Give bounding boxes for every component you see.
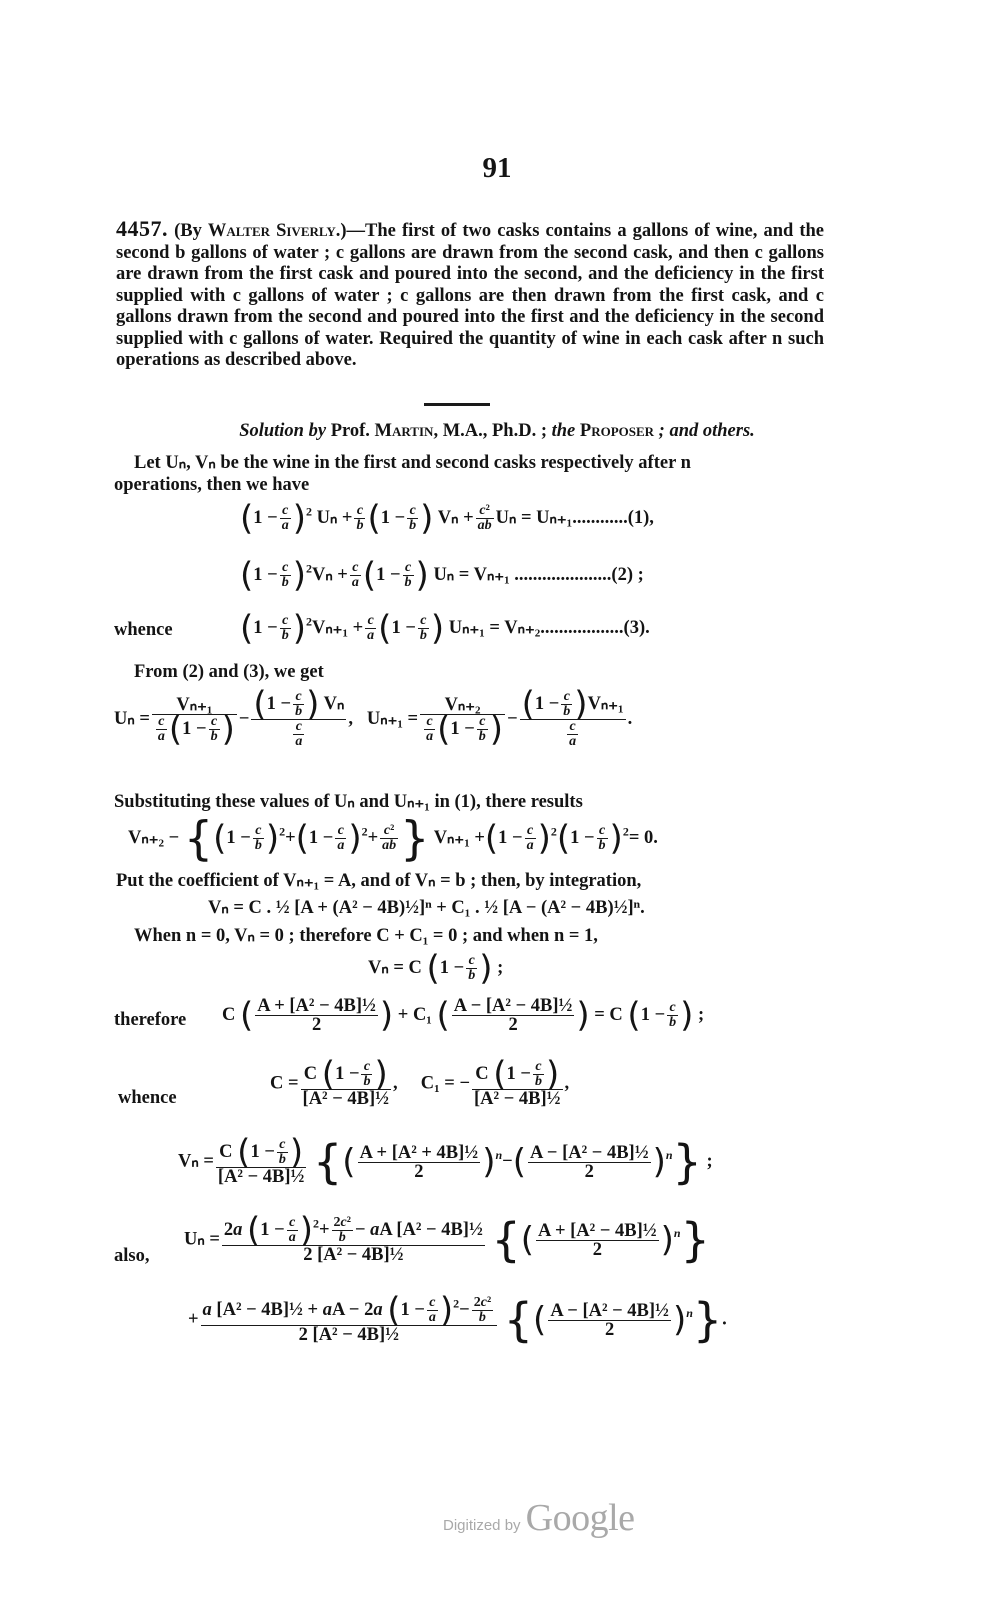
text-put: Put the coefficient of Vₙ₊₁ = A, and of Vₙ = b ; then, by integration, bbox=[116, 871, 642, 891]
equation-therefore: C ( $\frac{\text{A + [A² − 4B]½}}{2}$ ) + C₁ ( $\frac{\text{A − [A² − 4B]½}}{2}$ ) = C (1 − $\frac{c}{b}$ ) ; bbox=[222, 995, 705, 1036]
text-when: When n = 0, Vₙ = 0 ; therefore C + C₁ = 0 ; and when n = 1, bbox=[134, 926, 598, 946]
author-suffix: )— bbox=[340, 221, 366, 241]
text-let-1: Let Uₙ, Vₙ be the wine in the first and second casks respectively after n bbox=[134, 453, 691, 473]
problem-author: Walter Siverly. bbox=[207, 221, 341, 241]
text-let-2: operations, then we have bbox=[114, 475, 310, 495]
solution-prof: Prof. bbox=[330, 421, 370, 441]
equation-c-c1: C = C (1 − $\frac{c}{b}$ ) [A² − 4B]½ , C₁ = − C (1 − $\frac{c}{b}$ ) [A² − 4B]½ , bbox=[270, 1054, 570, 1109]
equation-vn-c: Vₙ = C (1 − $\frac{c}{b}$ ) ; bbox=[368, 948, 504, 989]
section-rule bbox=[424, 403, 490, 406]
label-therefore: therefore bbox=[114, 1010, 187, 1030]
label-whence-2: whence bbox=[118, 1088, 177, 1108]
problem-4457 bbox=[116, 218, 824, 372]
equation-vn-final: Vₙ = C (1 − $\frac{c}{b}$ ) [A² − 4B]½ {( $\frac{\text{A + [A² + 4B]½}}{2}$ )$^n$−( $\frac{\text{A − [A² − 4B]½}}{2}$ )$^n$} ; bbox=[178, 1132, 713, 1189]
eq2-label: (2) ; bbox=[611, 564, 644, 585]
author-prefix: (By bbox=[174, 221, 202, 241]
text-substituting: Substituting these values of Uₙ and Uₙ₊₁ in (1), there results bbox=[114, 792, 583, 812]
solution-others: ; and others. bbox=[658, 421, 755, 441]
equation-un-final: Uₙ = 2a (1 − $\frac{c}{a}$ )$^2$+ $\frac{\text{2c²}}{b}$ − aA [A² − 4B]½ 2 [A² − 4B]½ {( $\frac{\text{A + [A² − 4B]½}}{2}$ )$^n$} bbox=[184, 1210, 710, 1267]
solution-heading bbox=[0, 421, 994, 442]
equation-un-final-2: + a [A² − 4B]½ + aA − 2a (1 − $\frac{c}{a}$ )$^2$− $\frac{\text{2c²}}{b}$ 2 [A² − 4B]½ {( $\frac{\text{A − [A² − 4B]½}}{2}$ )$^n$}. bbox=[188, 1290, 727, 1347]
eq3-label: (3). bbox=[623, 617, 650, 638]
label-also: also, bbox=[114, 1246, 150, 1266]
equation-2: (1 − $\frac{c}{b}$ )$^2$Vₙ + $\frac{c}{a}$ (1 − $\frac{c}{b}$ ) Uₙ = Vₙ₊₁ .....................(2) ; bbox=[240, 555, 644, 596]
label-whence-1: whence bbox=[114, 620, 173, 640]
equation-un: Uₙ = Vₙ₊₁ $\frac{c}{a}$ (1 − $\frac{c}{b}$ ) − (1 − $\frac{c}{b}$ ) Vₙ $\frac{c}{a}$ , Uₙ₊₁ = Vₙ₊₂ $\frac{c}{a}$ (1 − $\frac{c}{b}$ ) − (1 − $\frac{c}{b}$ )Vₙ₊₁ $\frac{c}{a}$ . bbox=[114, 684, 633, 749]
google-watermark bbox=[443, 1496, 635, 1540]
equation-1: (1 − $\frac{c}{a}$ )$^2$ Uₙ + $\frac{c}{b}$ (1 − $\frac{c}{b}$ ) Vₙ + $\frac{\text{c²}}{ab}$ Uₙ = Uₙ₊₁............(1), bbox=[240, 498, 654, 539]
text-vn-integration: Vₙ = C . ½ [A + (A² − 4B)½]ⁿ + C₁ . ½ [A − (A² − 4B)½]ⁿ. bbox=[208, 898, 645, 918]
digitized-by: Digitized by bbox=[443, 1517, 521, 1534]
solution-by: Solution by bbox=[239, 421, 327, 441]
equation-3: (1 − $\frac{c}{b}$ )$^2$Vₙ₊₁ + $\frac{c}{a}$ (1 − $\frac{c}{b}$ ) Uₙ₊₁ = Vₙ₊₂..................(3). bbox=[240, 608, 650, 649]
text-from: From (2) and (3), we get bbox=[134, 662, 324, 682]
google-logo: Google bbox=[525, 1497, 635, 1539]
solution-degrees: , M.A., Ph.D. ; bbox=[433, 421, 547, 441]
eq1-label: (1), bbox=[627, 507, 654, 528]
problem-text: The first of two casks contains a gallons of wine, and the second b gallons of water ; c gallons are drawn from the second cask, and then c gallons are drawn from the first cask and poured into the second, and the deficiency in the first supplied with c gallons of water ; c gallons are then drawn from the first cask, and c gallons drawn from the second and poured into the first and the deficiency in the second supplied with c gallons of water. Required the quantity of wine in each cask after n such operations as described above. bbox=[116, 221, 825, 370]
problem-number: 4457. bbox=[116, 216, 168, 241]
solution-the: the bbox=[551, 421, 576, 441]
equation-recurrence: Vₙ₊₂ − {(1 − $\frac{c}{b}$ )$^2$+(1 − $\frac{c}{a}$ )$^2$+ $\frac{\text{c²}}{ab}$ } Vₙ₊₁ +(1 − $\frac{c}{a}$ )$^2$(1 − $\frac{c}{b}$ )$^2$= 0. bbox=[128, 811, 658, 866]
page-number: 91 bbox=[482, 152, 512, 184]
solution-name: Martin bbox=[374, 421, 434, 441]
solution-proposer: Proposer bbox=[579, 421, 655, 441]
